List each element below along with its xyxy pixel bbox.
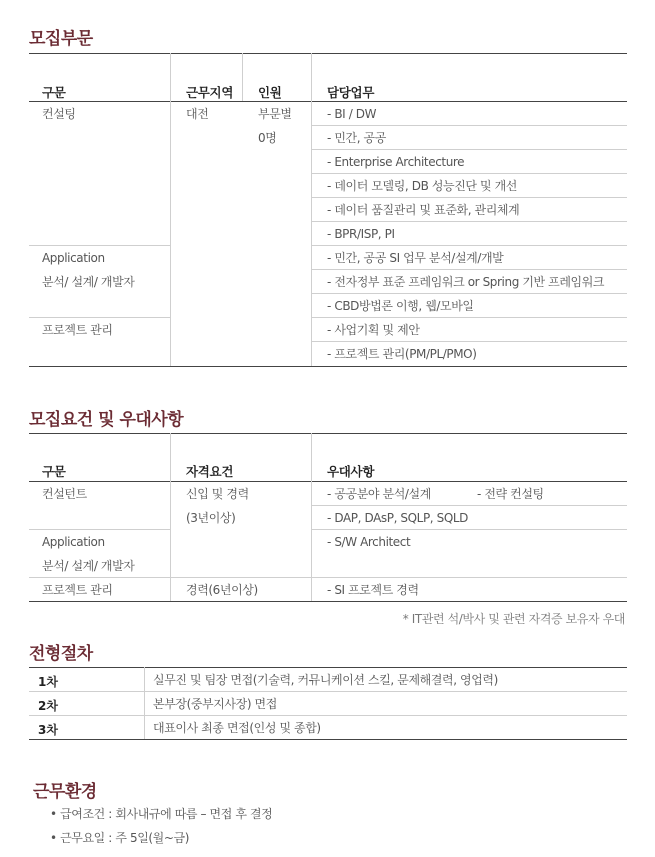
row-divider [29,715,627,716]
section-title-process: 전형절차 [29,644,93,664]
duty-item: - BI / DW [327,107,377,121]
section-rule [29,433,627,434]
step-desc: 본부장(중부지사장) 면접 [153,697,277,711]
column-divider [170,433,171,601]
environment-item-text: 급여조건 : 회사내규에 따름 – 면접 후 결정 [60,807,273,821]
division-cell: 프로젝트 관리 [42,323,113,337]
bullet-icon: • [50,807,57,821]
preference-item: - 공공분야 분석/설계 [327,487,431,501]
row-divider [311,125,627,126]
table-bottom-rule [29,366,627,367]
table-bottom-rule [29,739,627,740]
row-divider [311,149,627,150]
row-divider [29,317,170,318]
row-divider [311,221,627,222]
division-cell: Application [42,251,105,265]
row-divider [29,529,170,530]
column-divider [144,667,145,739]
qualification-cell: 경력(6년이상) [186,583,258,597]
row-divider [311,341,627,342]
row-divider [311,173,627,174]
header-headcount: 인원 [258,85,282,100]
headcount-cell: 0명 [258,131,277,145]
row-divider [29,245,170,246]
row-divider [29,577,627,578]
column-divider [170,53,171,366]
section-title-environment: 근무환경 [33,782,97,802]
step-label: 1차 [38,675,58,689]
duty-item: - 사업기획 및 제안 [327,323,420,337]
environment-item-text: 근무요일 : 주 5일(월~금) [60,831,189,845]
row-divider [311,245,627,246]
section-title-requirements: 모집요건 및 우대사항 [29,410,184,430]
step-label: 2차 [38,699,58,713]
step-label: 3차 [38,723,58,737]
duty-item: - CBD방법론 이행, 웹/모바일 [327,299,474,313]
qualification-cell: 신입 및 경력 [186,487,249,501]
location-cell: 대전 [186,107,209,121]
section-rule [29,53,627,54]
bullet-icon: • [50,831,57,845]
preference-note: * IT관련 석/박사 및 관련 자격증 보유자 우대 [402,612,625,626]
row-divider [311,269,627,270]
step-desc: 실무진 및 팀장 면접(기술력, 커뮤니케이션 스킬, 문제해결력, 영업력) [153,673,498,687]
header-division: 구문 [42,85,66,100]
duty-item: - 프로젝트 관리(PM/PL/PMO) [327,347,477,361]
environment-item [50,805,272,822]
header-division: 구문 [42,464,66,479]
preference-item: - 전략 컨설팅 [477,487,544,501]
row-divider [311,317,627,318]
duty-item: - Enterprise Architecture [327,155,465,169]
division-cell: Application [42,535,105,549]
duty-item: - 데이터 품질관리 및 표준화, 관리체계 [327,203,520,217]
division-cell: 분석/ 설계/ 개발자 [42,275,135,289]
duty-item: - 전자정부 표준 프레임워크 or Spring 기반 프레임워크 [327,275,605,289]
headcount-cell: 부문별 [258,107,292,121]
step-desc: 대표이사 최종 면접(인성 및 종합) [153,721,321,735]
preference-item: - DAP, DAsP, SQLP, SQLD [327,511,469,525]
header-duties: 담당업무 [327,85,375,100]
header-preference: 우대사항 [327,464,375,479]
row-divider [311,529,627,530]
qualification-cell: (3년이상) [186,511,236,525]
column-divider [242,53,243,101]
column-divider [311,53,312,366]
duty-item: - BPR/ISP, PI [327,227,395,241]
row-divider [311,293,627,294]
row-divider [311,505,627,506]
duty-item: - 민간, 공공 SI 업무 분석/설계/개발 [327,251,504,265]
header-rule [29,481,627,482]
section-title-recruit-field: 모집부문 [29,29,93,49]
environment-item [50,829,189,846]
division-cell: 컨설팅 [42,107,76,121]
division-cell: 컨설턴트 [42,487,87,501]
row-divider [311,197,627,198]
duty-item: - 민간, 공공 [327,131,386,145]
division-cell: 분석/ 설계/ 개발자 [42,559,135,573]
preference-item: - S/W Architect [327,535,411,549]
header-location: 근무지역 [186,85,234,100]
table-bottom-rule [29,601,627,602]
section-rule [29,667,627,668]
division-cell: 프로젝트 관리 [42,583,113,597]
preference-item: - SI 프로젝트 경력 [327,583,419,597]
header-qualification: 자격요건 [186,464,234,479]
row-divider [29,691,627,692]
header-rule [29,101,627,102]
duty-item: - 데이터 모델링, DB 성능진단 및 개선 [327,179,518,193]
column-divider [311,433,312,601]
